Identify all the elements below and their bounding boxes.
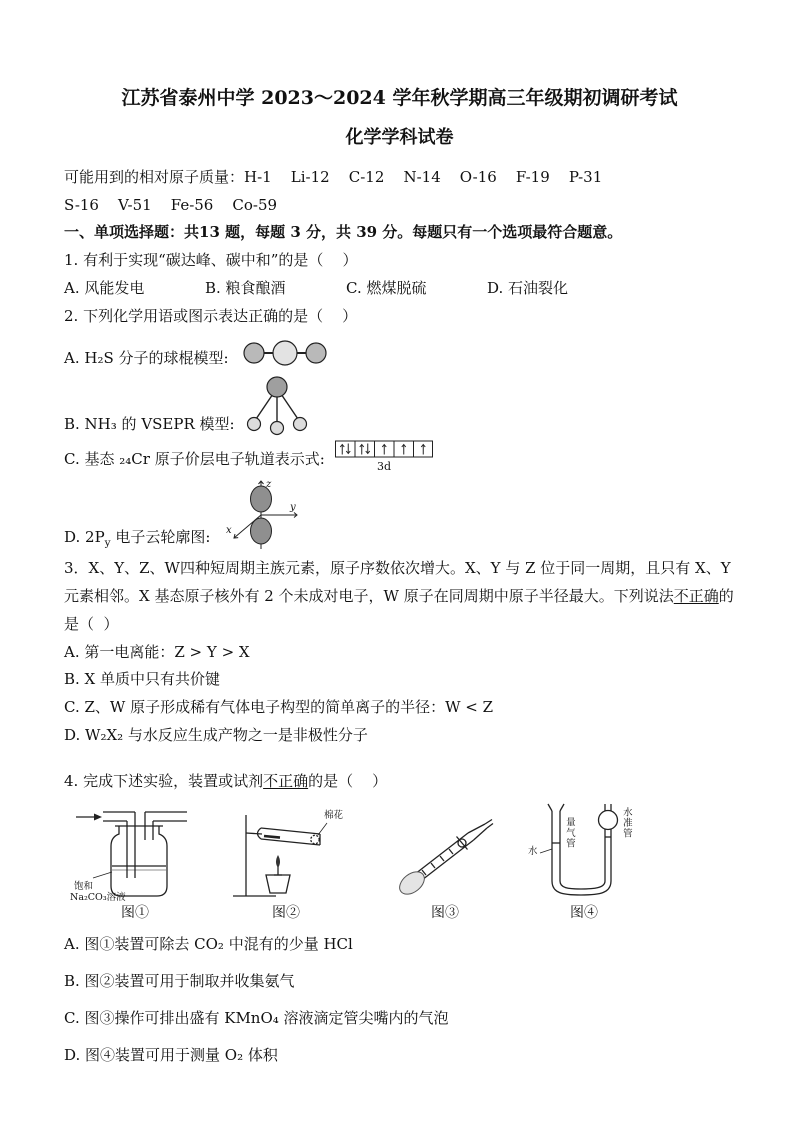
water-label: 水 bbox=[528, 846, 538, 858]
figure-2 bbox=[230, 809, 342, 922]
exam-subtitle: 化学学科试卷 bbox=[345, 126, 454, 148]
ball-and-stick-model-image bbox=[239, 332, 331, 372]
figure-4-caption: 图④ bbox=[570, 905, 598, 922]
electron-cloud-image bbox=[220, 475, 302, 553]
y-axis-label: y bbox=[290, 502, 297, 514]
exam-title: 江苏省泰州中学 2023～2024 学年秋学期高三年级期初调研考试 bbox=[121, 87, 678, 109]
saturated-label: 饱和 bbox=[74, 880, 94, 892]
q1-option-c: C. 燃煤脱硫 bbox=[346, 278, 427, 297]
figure-1-caption: 图① bbox=[121, 905, 149, 922]
atomic-masses-line2: S-16 V-51 Fe-56 Co-59 bbox=[64, 195, 278, 214]
figure-4 bbox=[528, 801, 640, 922]
q2-option-d bbox=[64, 475, 735, 553]
sodium-carbonate-solution-label: Na₂CO₃溶液 bbox=[70, 891, 126, 903]
q2-option-b-label: B. NH₃ 的 VSEPR 模型: bbox=[64, 414, 235, 433]
q4-stem-post: 的是（ ） bbox=[308, 771, 388, 790]
section-header: 一、单项选择题：共13 题，每题 3 分，共 39 分。每题只有一个选项最符合题意。 bbox=[64, 223, 623, 242]
q3-option-a: A. 第一电离能：Z > Y > X bbox=[64, 642, 250, 661]
q4-option-a: A. 图①装置可除去 CO₂ 中混有的少量 HCl bbox=[64, 935, 353, 954]
q2-option-c bbox=[64, 440, 735, 473]
figure-2-caption: 图② bbox=[272, 905, 300, 922]
q2-option-d-text-post: 电子云轮廓图: bbox=[110, 527, 211, 546]
ammonia-apparatus-image bbox=[230, 809, 342, 901]
burette-operation-image bbox=[386, 809, 504, 901]
q3-stem bbox=[64, 555, 735, 638]
q4-option-c: C. 图③操作可排出盛有 KMnO₄ 溶液滴定管尖嘴内的气泡 bbox=[64, 1008, 449, 1027]
q3-option-c: C. Z、W 原子形成稀有气体电子构型的简单离子的半径：W < Z bbox=[64, 698, 494, 717]
q4-stem-underline: 不正确 bbox=[263, 771, 309, 790]
q1-option-b: B. 粮食酿酒 bbox=[205, 278, 286, 297]
q2-option-a bbox=[64, 332, 735, 372]
q2-option-a-label: A. H₂S 分子的球棍模型: bbox=[64, 348, 229, 367]
gas-measuring-tube-label: 量气管 bbox=[563, 817, 575, 849]
q4-figures bbox=[70, 801, 735, 922]
q3-option-d: D. W₂X₂ 与水反应生成产物之一是非极性分子 bbox=[64, 725, 368, 744]
q1-option-d: D. 石油裂化 bbox=[487, 278, 569, 297]
leveling-tube-label: 水准管 bbox=[620, 807, 632, 839]
cotton-label: 棉花 bbox=[324, 810, 344, 822]
q4-stem bbox=[64, 768, 735, 796]
vsepr-model-image bbox=[245, 374, 311, 438]
q3-stem-post: 的是（ ） bbox=[64, 587, 734, 633]
q2-option-b bbox=[64, 374, 735, 438]
x-axis-label: x bbox=[226, 525, 233, 537]
q1-option-a: A. 风能发电 bbox=[64, 278, 145, 297]
q1-options bbox=[64, 275, 735, 303]
atomic-masses-line1: 可能用到的相对原子质量：H-1 Li-12 C-12 N-14 O-16 F-19 P-31 bbox=[64, 167, 603, 186]
q2-option-d-subscript: y bbox=[104, 536, 111, 549]
q3-stem-underline: 不正确 bbox=[673, 587, 719, 606]
q2-stem: 2. 下列化学用语或图示表达正确的是（ ） bbox=[64, 306, 358, 325]
q2-option-d-label bbox=[64, 524, 210, 553]
figure-3-caption: 图③ bbox=[431, 905, 459, 922]
z-axis-label: z bbox=[266, 479, 272, 491]
q4-option-d: D. 图④装置可用于测量 O₂ 体积 bbox=[64, 1045, 278, 1064]
q4-stem-pre: 4. 完成下述实验，装置或试剂 bbox=[64, 771, 264, 790]
orbital-diagram-image bbox=[335, 440, 435, 473]
orbital-diagram-label: 3d bbox=[376, 460, 391, 474]
q3-stem-pre: 3．X、Y、Z、W四种短周期主族元素，原子序数依次增大。X、Y 与 Z 位于同一周期，且只有 X、Y 元素相邻。X 基态原子核外有 2 个未成对电子，W 原子在同周期中原子半径最大。下列说法 bbox=[64, 559, 736, 606]
q1-stem: 1. 有利于实现“碳达峰、碳中和”的是（ ） bbox=[64, 251, 358, 270]
q3-option-b: B. X 单质中只有共价键 bbox=[64, 670, 221, 689]
figure-3 bbox=[386, 809, 504, 922]
q2-option-d-text-pre: D. 2P bbox=[64, 527, 105, 546]
q4-block bbox=[64, 768, 735, 1070]
q2-option-c-label: C. 基态 ₂₄Cr 原子价层电子轨道表示式: bbox=[64, 449, 325, 468]
q4-option-b: B. 图②装置可用于制取并收集氨气 bbox=[64, 972, 295, 991]
figure-1 bbox=[70, 806, 200, 922]
